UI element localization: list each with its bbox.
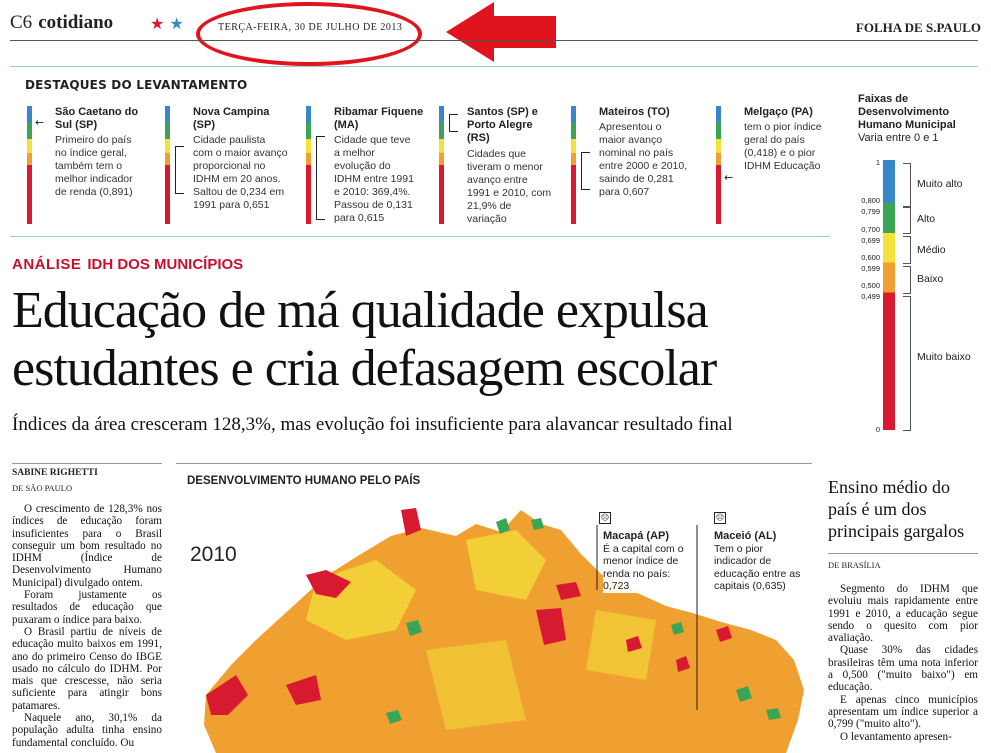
paragraph: O Brasil partiu de níveis de educação muito baixos em 1991, ano do primeiro Censo do IBGE usado no cálculo do IDHM. Por mais que crescesse, não seria suficiente para atingir bons patamares. [12, 625, 162, 712]
box-divider [10, 66, 978, 67]
highlight-title: São Caetano do Sul (SP) [55, 106, 139, 131]
legend-label: Médio [917, 244, 946, 256]
callout-title: Macapá (AP) [603, 530, 670, 542]
paragraph: Quase 30% das cidades brasileiras têm uma nota inferior a 0,500 ("muito baixo") em educação. [828, 644, 978, 694]
paragraph: E apenas cinco municípios apresentam um índice superior a 0,799 ("muito alto"). [828, 693, 978, 731]
legend-tick: 0,600 [861, 253, 880, 262]
kicker-topic: IDH DOS MUNICÍPIOS [87, 256, 244, 273]
highlight-desc: Cidade que teve a melhor evolução do IDHM entre 1991 e 2010: 369,4%. Passou de 0,131 para 0,615 [334, 134, 414, 224]
arrow-icon: ← [724, 171, 734, 184]
highlight-desc: Primeiro do país no índice geral, também tem o melhor indicador de renda (0,891) [55, 134, 133, 198]
legend-label: Muito baixo [917, 351, 971, 363]
sad-face-icon: ☹ [715, 513, 725, 522]
legend-tick: 0,500 [861, 281, 880, 290]
highlight-title: Melgaço (PA) [744, 106, 813, 118]
highlight-title: Mateiros (TO) [599, 106, 670, 118]
range-bracket [175, 146, 184, 194]
page-number: C6 [10, 12, 33, 33]
legend-bracket [903, 296, 911, 431]
legend-tick: 0,599 [861, 264, 880, 273]
newspaper-name: FOLHA DE S.PAULO [855, 20, 981, 35]
callout-desc: Tem o pior indicador de educação entre as capitais (0,635) [714, 542, 801, 592]
highlight-oval-annotation [196, 2, 422, 66]
legend-tick: 1 [875, 158, 880, 167]
issue-date: TERÇA-FEIRA, 30 DE JULHO DE 2013 [218, 22, 403, 33]
legend-label: Muito alto [917, 178, 963, 190]
paragraph: Naquele ano, 30,1% da população adulta tinha ensino fundamental concluído. Ou [12, 712, 162, 749]
legend-tick: 0 [875, 425, 880, 434]
header-divider [10, 40, 978, 41]
article-body [12, 503, 162, 749]
map-callout [714, 530, 806, 593]
legend-subtitle: Varia entre 0 e 1 [858, 132, 939, 144]
map-region-medium [586, 610, 656, 680]
legend-tick: 0,799 [861, 207, 880, 216]
scale-bar [439, 106, 444, 224]
highlight-desc: Cidades que tiveram o menor avanço entre 1991 e 2010, com 21,9% de variação [467, 148, 552, 225]
legend-bracket [903, 266, 911, 294]
legend-color-bar [883, 160, 895, 430]
sidebar-body [828, 583, 978, 743]
paragraph: O levantamento apresen- [840, 730, 952, 743]
legend-tick: 0,499 [861, 292, 880, 301]
scale-bar [165, 106, 170, 224]
article-kicker [12, 256, 243, 273]
legend-tick: 0,700 [861, 225, 880, 234]
article-headline [12, 282, 842, 398]
byline-location: DE SÃO PAULO [12, 483, 73, 493]
map-year: 2010 [190, 543, 237, 566]
highlight-title: Santos (SP) e Porto Alegre (RS) [467, 106, 538, 144]
column-divider [12, 463, 162, 464]
box-divider [10, 236, 830, 237]
highlight-desc: Cidade paulista com o maior avanço proporcional no IDHM em 20 anos. Saltou de 0,234 em 1991 para 0,651 [193, 134, 288, 211]
section-name: cotidiano [38, 12, 114, 33]
highlight-title: Ribamar Fiquene (MA) [334, 106, 424, 131]
highlights-title: DESTAQUES DO LEVANTAMENTO [25, 78, 248, 92]
arrow-icon: ← [35, 116, 45, 129]
sad-face-icon: ☹ [600, 513, 610, 522]
headline-line: estudantes e cria defasagem escolar [12, 340, 717, 397]
legend-label: Alto [917, 213, 936, 225]
paragraph: Foram justamente os resultados de educação que puxaram o índice para baixo. [12, 589, 162, 626]
scale-bar [716, 106, 721, 224]
legend-tick: 0,699 [861, 236, 880, 245]
map-title: DESENVOLVIMENTO HUMANO PELO PAÍS [187, 475, 421, 487]
stars-icon: ★ ★ [150, 14, 184, 33]
range-bracket [449, 114, 458, 132]
scale-bar [306, 106, 311, 224]
paragraph: Segmento do IDHM que evoluiu mais rapidamente entre 1991 e 2010, a educação segue sendo o quesito com pior avaliação. [828, 583, 978, 645]
legend-label: Baixo [917, 273, 944, 285]
legend-bracket [903, 163, 911, 207]
legend-title: Faixas de Desenvolvimento Humano Municipal [858, 93, 956, 131]
sidebar-location: DE BRASÍLIA [828, 560, 881, 570]
highlight-title: Nova Campina (SP) [193, 106, 270, 131]
paragraph: O crescimento de 128,3% nos índices de educação foram insuficientes para o Brasil conseguir um bom resultado no IDHM (Índice de Desenvolvimento Humano Municipal) divulgado ontem. [12, 503, 162, 589]
scale-bar [571, 106, 576, 224]
red-arrow-annotation [446, 2, 558, 62]
article-subheadline: Índices da área cresceram 128,3%, mas evolução foi insuficiente para alavancar resultado final [12, 414, 733, 435]
range-bracket [316, 136, 325, 220]
sidebar-headline: Ensino médio do país é um dos principais gargalos [828, 477, 965, 541]
kicker-label: ANÁLISE [12, 256, 82, 273]
headline-line: Educação de má qualidade expulsa [12, 282, 708, 339]
column-divider [828, 553, 978, 554]
highlight-desc: Apresentou o maior avanço nominal no país entre 2000 e 2010, saindo de 0,281 para 0,607 [599, 121, 688, 198]
legend-bracket [903, 236, 911, 264]
callout-desc: É a capital com o menor índice de renda no país: 0,723 [603, 542, 684, 592]
section-header [10, 12, 113, 34]
column-divider [176, 463, 812, 464]
legend-bracket [903, 207, 911, 234]
legend-tick: 0,800 [861, 196, 880, 205]
callout-title: Maceió (AL) [714, 530, 777, 542]
highlight-desc: tem o pior índice geral do país (0,418) e o pior IDHM Educação [744, 121, 822, 172]
byline: SABINE RIGHETTI [12, 468, 98, 478]
scale-bar [27, 106, 32, 224]
range-bracket [581, 152, 590, 190]
map-callout [603, 530, 685, 593]
